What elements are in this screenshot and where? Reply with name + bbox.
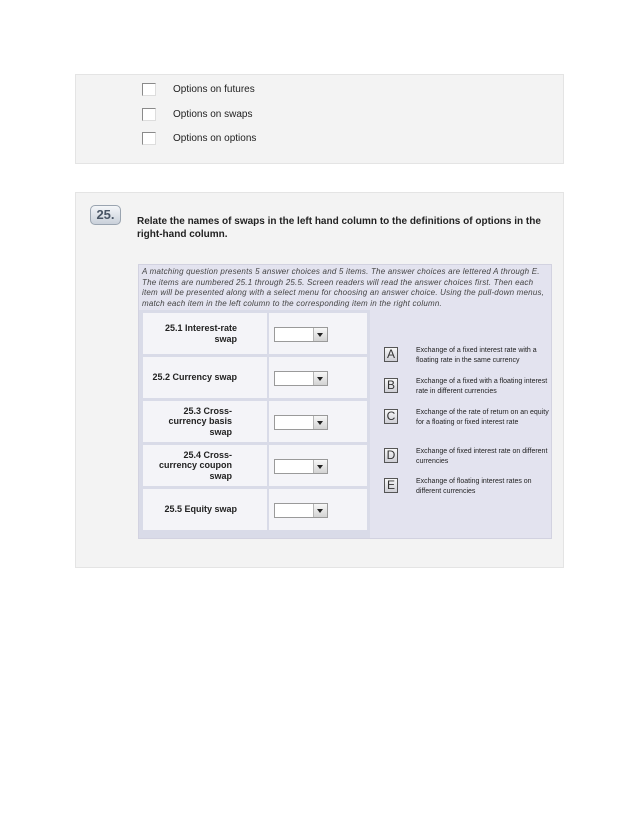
chevron-down-icon[interactable] <box>313 460 327 473</box>
option-row[interactable] <box>140 128 256 148</box>
chevron-down-icon[interactable] <box>313 416 327 429</box>
answer-choice <box>384 377 554 403</box>
items-column <box>139 310 370 538</box>
answer-select[interactable] <box>274 503 328 518</box>
choice-text: Exchange of fixed interest rate on different currencies <box>416 448 548 465</box>
match-item-row <box>143 489 367 530</box>
chevron-down-icon[interactable] <box>313 504 327 517</box>
item-label: 25.2 Currency swap <box>152 372 237 383</box>
match-item-row <box>143 313 367 354</box>
answer-choice <box>384 346 554 372</box>
option-row[interactable] <box>140 104 253 124</box>
choice-text: Exchange of the rate of return on an equity for a floating or fixed interest rate <box>416 409 549 426</box>
choice-letter: C <box>384 409 398 424</box>
checkbox[interactable] <box>140 79 160 99</box>
item-label: 25.3 Cross-currency basis swap <box>168 405 232 437</box>
option-row[interactable] <box>140 79 255 99</box>
matching-question-box <box>138 264 552 539</box>
instructions-text: A matching question presents 5 answer choices and 5 items. The answer choices are lettered A through E. The items are numbered 25.1 through 25.5. Screen readers will read the answer choices first. Then each item will be presented along with a select menu for choosing an answer choice. Using the pull-down menus, match each item in the left column to the corresponding item in the right column. <box>142 267 545 308</box>
option-label: Options on options <box>173 132 257 144</box>
previous-question-panel <box>75 74 564 164</box>
option-label: Options on swaps <box>173 108 253 120</box>
answer-select[interactable] <box>274 327 328 342</box>
answer-select[interactable] <box>274 371 328 386</box>
checkbox[interactable] <box>140 128 160 148</box>
match-item-row <box>143 445 367 486</box>
item-label: 25.4 Cross-currency coupon swap <box>158 449 232 481</box>
item-label: 25.5 Equity swap <box>164 504 237 515</box>
question-25-panel <box>75 192 564 568</box>
option-label: Options on futures <box>173 83 255 95</box>
choice-text: Exchange of floating interest rates on different currencies <box>416 478 532 495</box>
choice-letter: E <box>384 478 398 493</box>
question-title: Relate the names of swaps in the left hand column to the definitions of options in the right-hand column. <box>137 216 541 240</box>
answer-select[interactable] <box>274 459 328 474</box>
choice-letter: D <box>384 448 398 463</box>
answer-select[interactable] <box>274 415 328 430</box>
choice-letter: B <box>384 378 398 393</box>
chevron-down-icon[interactable] <box>313 372 327 385</box>
choice-letter: A <box>384 347 398 362</box>
answer-choice <box>384 408 554 434</box>
question-number-badge: 25. <box>90 205 121 225</box>
answer-choice <box>384 477 554 503</box>
checkbox[interactable] <box>140 104 160 124</box>
match-item-row <box>143 357 367 398</box>
choice-text: Exchange of a fixed with a floating interest rate in different currencies <box>416 378 548 395</box>
chevron-down-icon[interactable] <box>313 328 327 341</box>
item-label: 25.1 Interest-rate swap <box>164 323 237 344</box>
match-item-row <box>143 401 367 442</box>
answer-choice <box>384 447 554 473</box>
choice-text: Exchange of a fixed interest rate with a floating rate in the same currency <box>416 347 537 364</box>
